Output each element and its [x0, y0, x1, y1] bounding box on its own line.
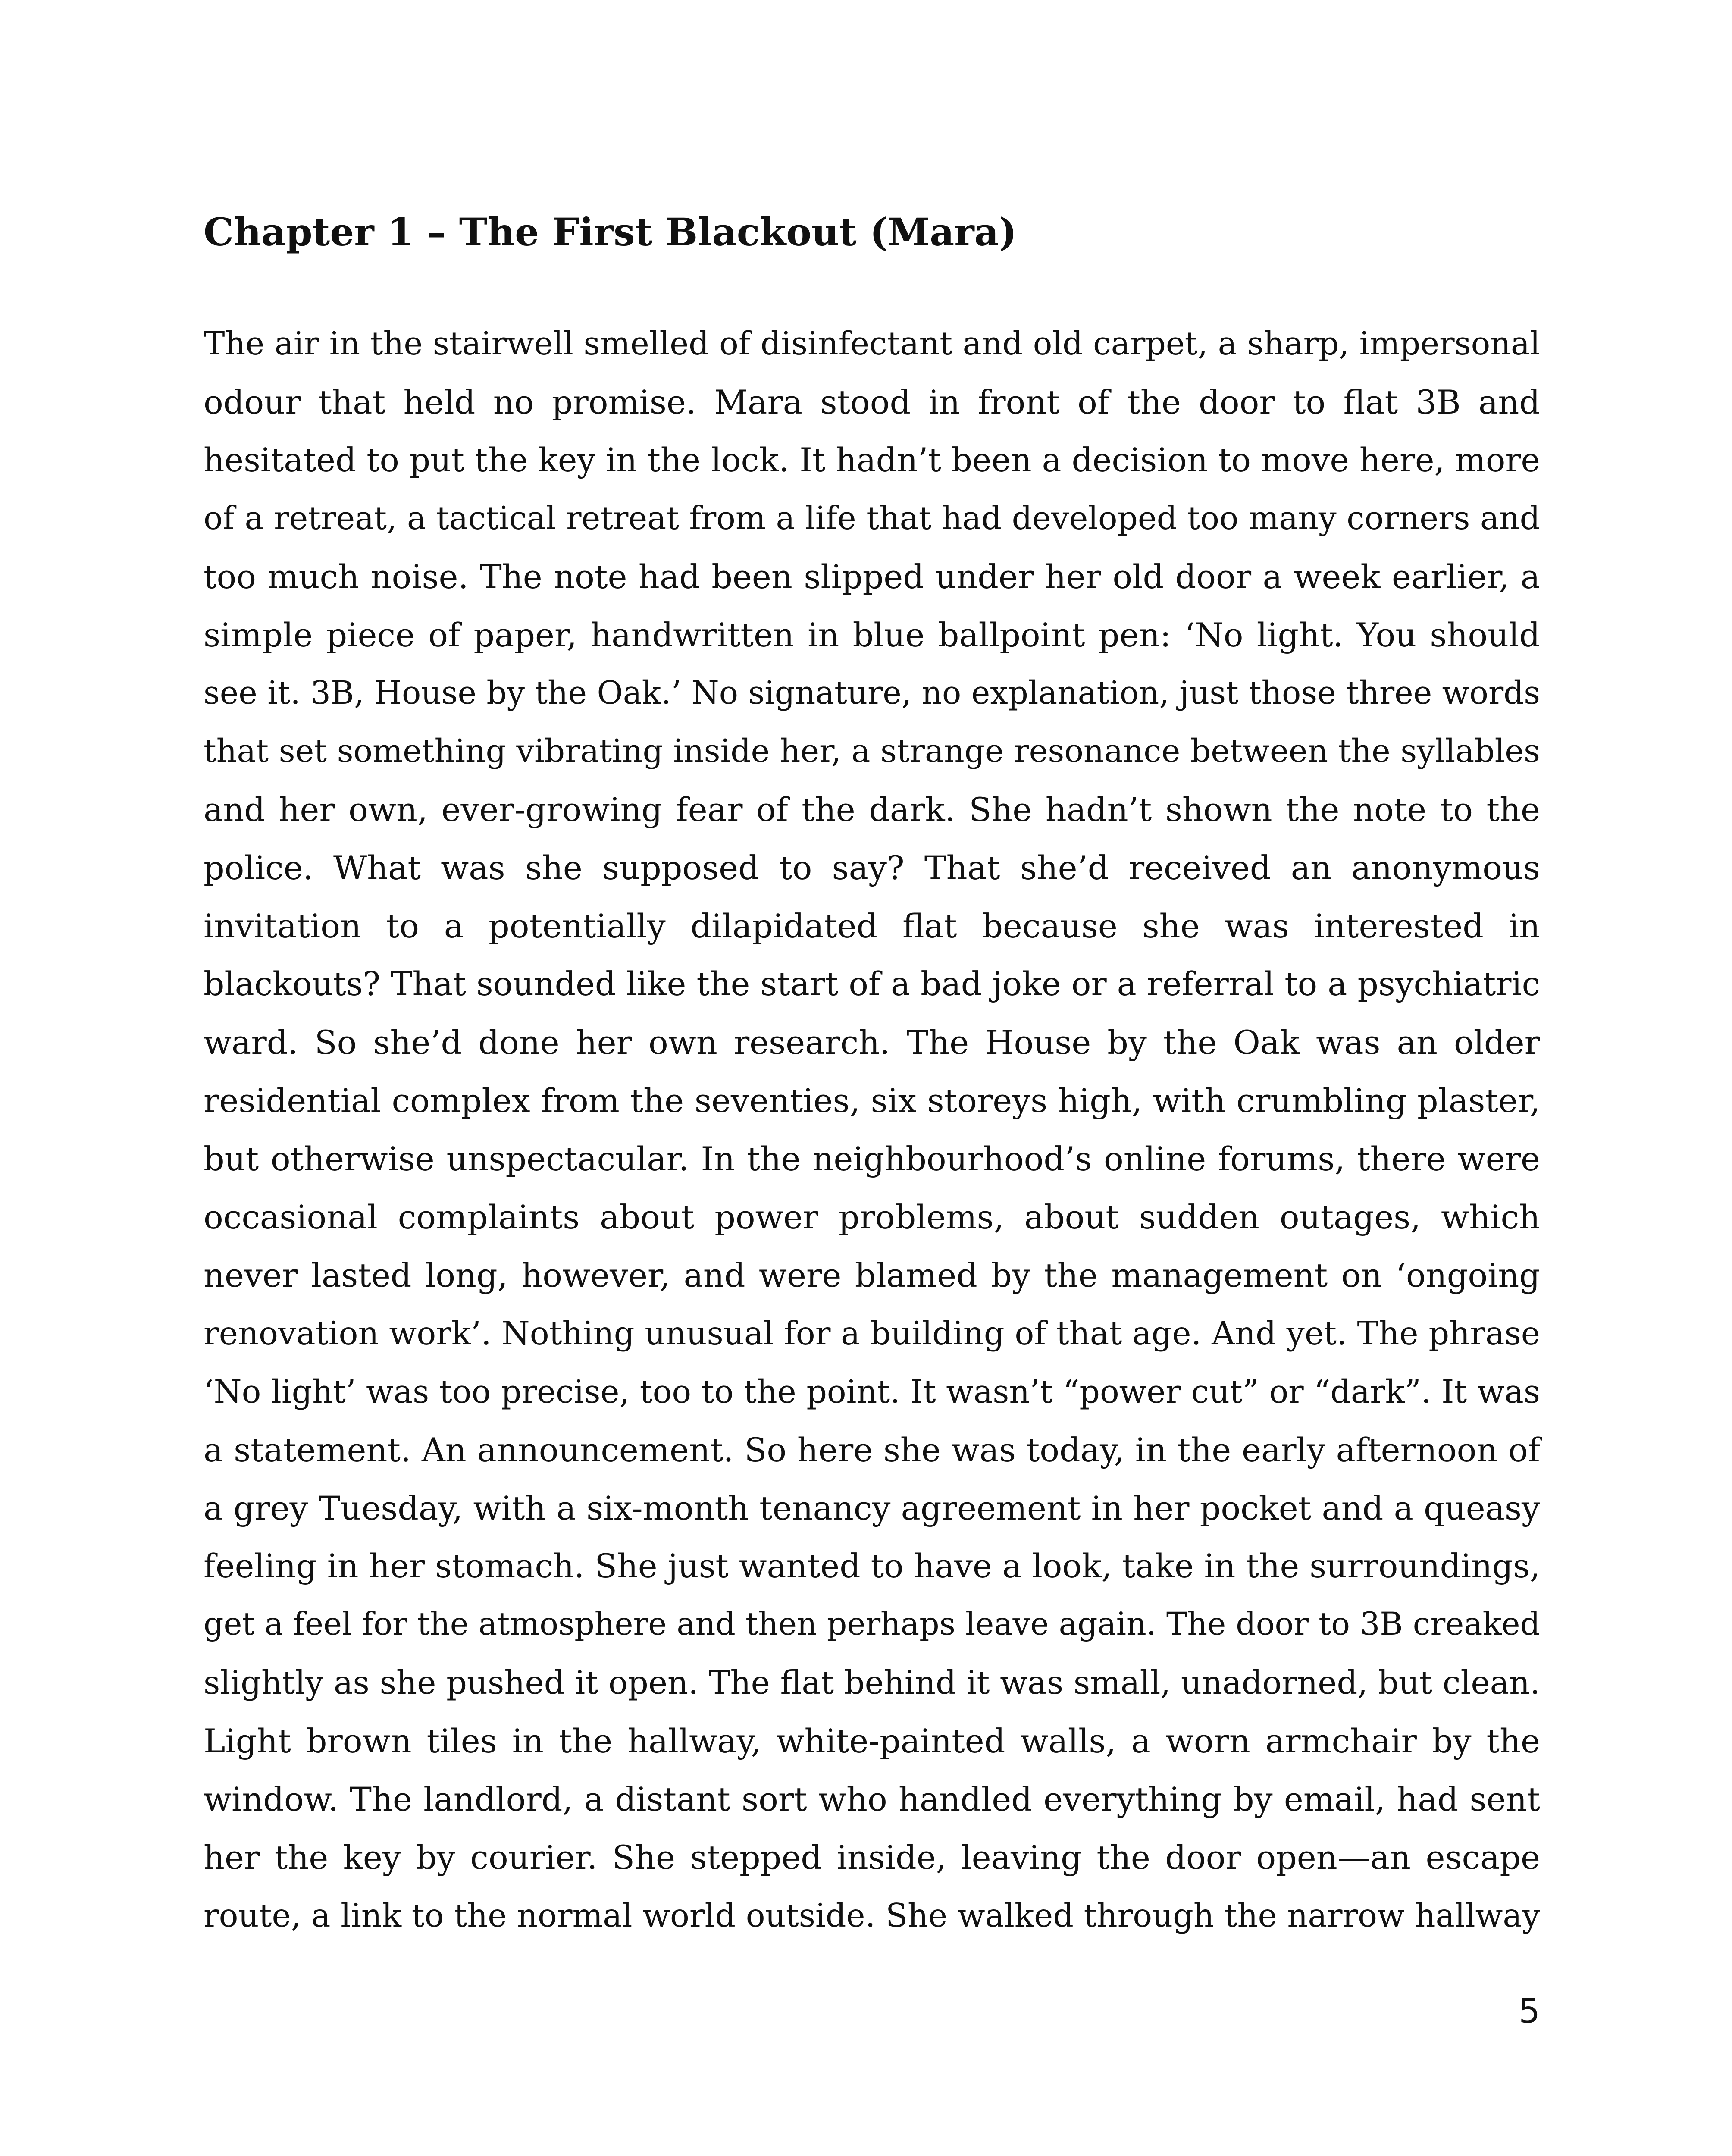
text-line: ‘No light’ was too precise, too to the point. It wasn’t “power cut” or “dark”. It was: [204, 1373, 1540, 1410]
text-line: but otherwise unspectacular. In the neighbourhood’s online forums, there were: [204, 1140, 1540, 1178]
text-line: of a retreat, a tactical retreat from a life that had developed too many corners and: [204, 500, 1540, 537]
text-line: route, a link to the normal world outside. She walked through the narrow hallway: [204, 1897, 1540, 1934]
text-line: ward. So she’d done her own research. The House by the Oak was an older: [204, 1023, 1540, 1062]
text-line: simple piece of paper, handwritten in blue ballpoint pen: ‘No light. You should: [204, 616, 1540, 654]
text-line: that set something vibrating inside her, a strange resonance between the syllables: [204, 733, 1540, 770]
text-line: feeling in her stomach. She just wanted to have a look, take in the surroundings,: [204, 1547, 1540, 1585]
text-line: see it. 3B, House by the Oak.’ No signature, no explanation, just those three words: [204, 675, 1540, 711]
text-line: police. What was she supposed to say? That she’d received an anonymous: [204, 849, 1540, 887]
text-line: invitation to a potentially dilapidated flat because she was interested in: [204, 907, 1540, 945]
text-line: never lasted long, however, and were blamed by the management on ‘ongoing: [204, 1256, 1540, 1294]
chapter-title: Chapter 1 – The First Blackout (Mara): [204, 210, 1017, 254]
body-paragraph: [204, 315, 1540, 1945]
text-line: too much noise. The note had been slipped under her old door a week earlier, a: [204, 558, 1540, 596]
page-number: 5: [1519, 1992, 1540, 2031]
text-line: occasional complaints about power problems, about sudden outages, which: [204, 1198, 1540, 1236]
text-line: her the key by courier. She stepped inside, leaving the door open—an escape: [204, 1838, 1540, 1877]
text-line: hesitated to put the key in the lock. It hadn’t been a decision to move here, more: [204, 441, 1540, 479]
text-line: renovation work’. Nothing unusual for a building of that age. And yet. The phrase: [204, 1315, 1540, 1352]
text-line: get a feel for the atmosphere and then perhaps leave again. The door to 3B creaked: [204, 1606, 1540, 1642]
text-line: blackouts? That sounded like the start of a bad joke or a referral to a psychiatric: [204, 965, 1540, 1003]
text-line: Light brown tiles in the hallway, white-painted walls, a worn armchair by the: [204, 1722, 1540, 1760]
text-line: odour that held no promise. Mara stood in front of the door to flat 3B and: [204, 383, 1540, 421]
text-line: a statement. An announcement. So here she was today, in the early afternoon of: [204, 1431, 1540, 1469]
text-line: and her own, ever-growing fear of the dark. She hadn’t shown the note to the: [204, 790, 1540, 829]
text-line: slightly as she pushed it open. The flat behind it was small, unadorned, but clean.: [204, 1664, 1540, 1702]
text-line: a grey Tuesday, with a six-month tenancy agreement in her pocket and a queasy: [204, 1489, 1540, 1527]
text-line: The air in the stairwell smelled of disinfectant and old carpet, a sharp, impersonal: [204, 325, 1540, 362]
text-line: window. The landlord, a distant sort who handled everything by email, had sent: [204, 1780, 1540, 1818]
text-line: residential complex from the seventies, six storeys high, with crumbling plaster,: [204, 1081, 1540, 1120]
